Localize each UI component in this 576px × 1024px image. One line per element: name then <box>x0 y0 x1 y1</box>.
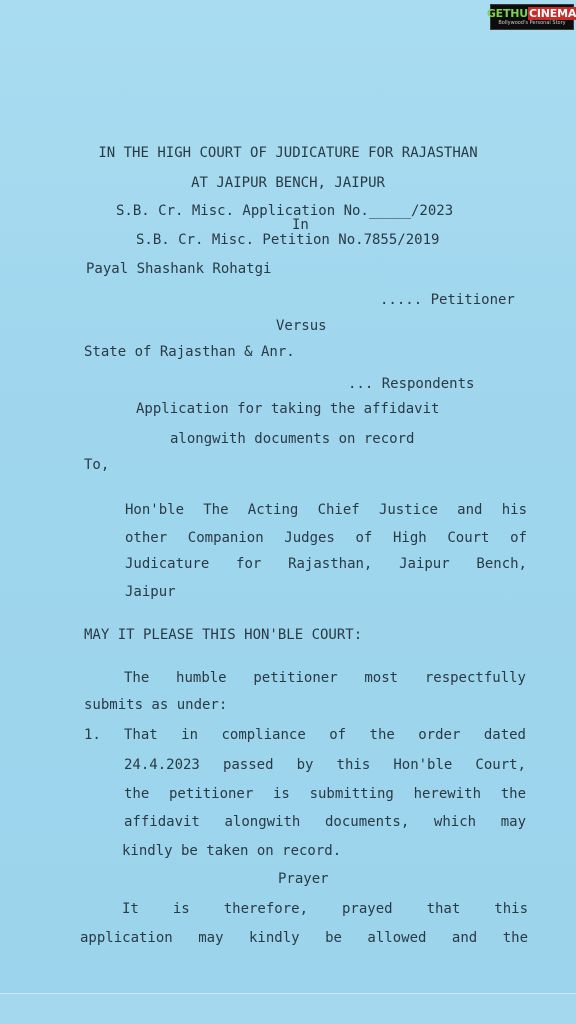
logo-brand: GETHUCINEMA <box>486 7 576 20</box>
prayer-line-1: It is therefore, prayed that this <box>122 901 528 917</box>
logo-tagline: Bollywood's Personal Story <box>498 20 566 26</box>
respondent-role: ... Respondents <box>348 376 475 392</box>
address-line-3: Judicature for Rajasthan, Jaipur Bench, <box>125 556 527 572</box>
prayer-heading: Prayer <box>278 871 329 887</box>
to-label: To, <box>84 457 110 473</box>
point-line-5: kindly be taken on record. <box>122 843 342 859</box>
intro-line-1: The humble petitioner most respectfully <box>124 670 526 686</box>
salutation: MAY IT PLEASE THIS HON'BLE COURT: <box>84 627 363 643</box>
subject-line-2: alongwith documents on record <box>170 431 415 447</box>
in-label: In <box>292 217 309 233</box>
petitioner-role: ..... Petitioner <box>380 292 515 308</box>
address-line-2: other Companion Judges of High Court of <box>125 530 527 546</box>
application-number: S.B. Cr. Misc. Application No._____/2023 <box>116 203 454 219</box>
petitioner-name: Payal Shashank Rohatgi <box>86 261 272 277</box>
subject-line-1: Application for taking the affidavit <box>136 401 440 417</box>
point-line-2: 24.4.2023 passed by this Hon'ble Court, <box>124 757 526 773</box>
intro-line-2: submits as under: <box>84 697 228 713</box>
watermark-logo <box>486 4 576 30</box>
respondent-name: State of Rajasthan & Anr. <box>84 344 295 360</box>
address-line-4: Jaipur <box>125 584 176 600</box>
point-number: 1. <box>84 727 101 743</box>
point-line-1: That in compliance of the order dated <box>124 727 526 743</box>
versus-label: Versus <box>276 318 327 334</box>
court-title: IN THE HIGH COURT OF JUDICATURE FOR RAJASTHAN <box>98 145 478 161</box>
prayer-line-2: application may kindly be allowed and the <box>80 930 528 946</box>
address-line-1: Hon'ble The Acting Chief Justice and his <box>125 502 527 518</box>
point-line-3: the petitioner is submitting herewith the <box>124 786 526 802</box>
bench-title: AT JAIPUR BENCH, JAIPUR <box>191 175 385 191</box>
point-line-4: affidavit alongwith documents, which may <box>124 814 526 830</box>
petition-number: S.B. Cr. Misc. Petition No.7855/2019 <box>136 232 440 248</box>
